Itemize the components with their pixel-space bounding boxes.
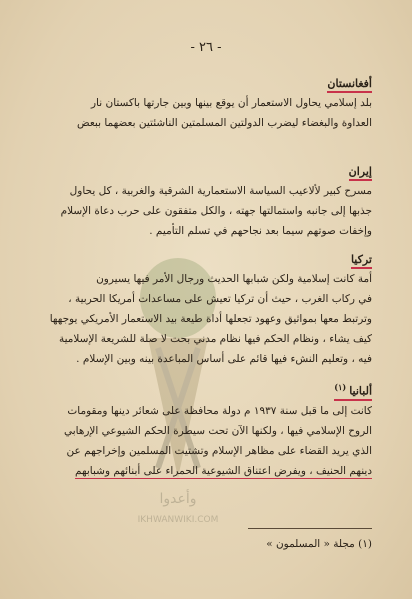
section-body — [42, 401, 372, 481]
section-heading: أفغانستان — [327, 77, 372, 93]
text-line: كيف يشاء ، ونظام الحكم فيها نظام مدني بحت لا صلة للشريعة الإسلامية — [58, 333, 372, 345]
section-body — [42, 269, 372, 369]
text-line: جذبها إلى جانبه واستمالتها جهته ، والكل متفقون على حرب دعاة الإسلام — [60, 205, 372, 217]
text-line — [42, 461, 372, 481]
footnote-rule — [248, 528, 372, 529]
section-body — [42, 181, 372, 241]
text-line: في ركاب الغرب ، حيث أن تركيا تعيش على مساعدات أمريكا الحربية ، — [68, 293, 372, 305]
text-line: وإخفات صوتهم سيما بعد نجاحهم في تسلم التأميم . — [149, 225, 372, 237]
text-line: كانت إلى ما قبل سنة ١٩٣٧ م دولة محافظة على شعائر دينها ومقومات — [67, 405, 372, 417]
watermark-motto: وأعدوا — [159, 491, 197, 507]
section-heading: إيران — [349, 165, 372, 181]
footnote: (١) مجلة « المسلمون » — [266, 538, 372, 550]
section-turkey — [42, 248, 372, 369]
section-heading — [334, 382, 372, 401]
section-iran — [42, 160, 372, 241]
section-body — [42, 93, 372, 133]
text-line: الذي يريد القضاء على مظاهر الإسلام وتشتيت المسلمين وإخراجهم عن — [66, 445, 372, 457]
section-afghanistan — [42, 72, 372, 133]
section-heading: تركيا — [351, 253, 372, 269]
text-line: وترتبط معها بمواثيق وعهود تجعلها أداة طيعة بيد الاستعمار الأمريكي يوجهها — [49, 313, 372, 325]
heading-text: ألبانيا — [349, 385, 372, 398]
text-line: الروح الإسلامي فيها ، ولكنها الآن تحت سيطرة الحكم الشيوعي الإرهابي — [63, 425, 372, 437]
text-line: أمة كانت إسلامية ولكن شبابها الحديث ورجال الأمر فيها يسيرون — [96, 273, 372, 285]
footnote-mark: (١) — [334, 382, 347, 393]
watermark-site: IKHWANWIKI.COM — [137, 515, 219, 525]
page-number: - ٢٦ - — [190, 40, 222, 55]
text-line: بلد إسلامي يحاول الاستعمار أن يوقع بينها وبين جارتها باكستان نار — [90, 97, 372, 109]
underlined-line: دينهم الحنيف ، ويفرض اعتناق الشيوعية الحمراء على أبنائهم وشبابهم — [75, 465, 372, 477]
section-albania — [42, 380, 372, 481]
text-line: مسرح كبير لألاعيب السياسة الاستعمارية الشرقية والغربية ، كل يحاول — [69, 185, 372, 197]
text-line: العداوة والبغضاء ليضرب الدولتين المسلمتين الناشئتين بعضهما ببعض — [76, 117, 372, 129]
text-line: فيه ، وتعليم النشء فيها قائم على أساس المباعدة بينه وبين الإسلام . — [76, 353, 372, 365]
